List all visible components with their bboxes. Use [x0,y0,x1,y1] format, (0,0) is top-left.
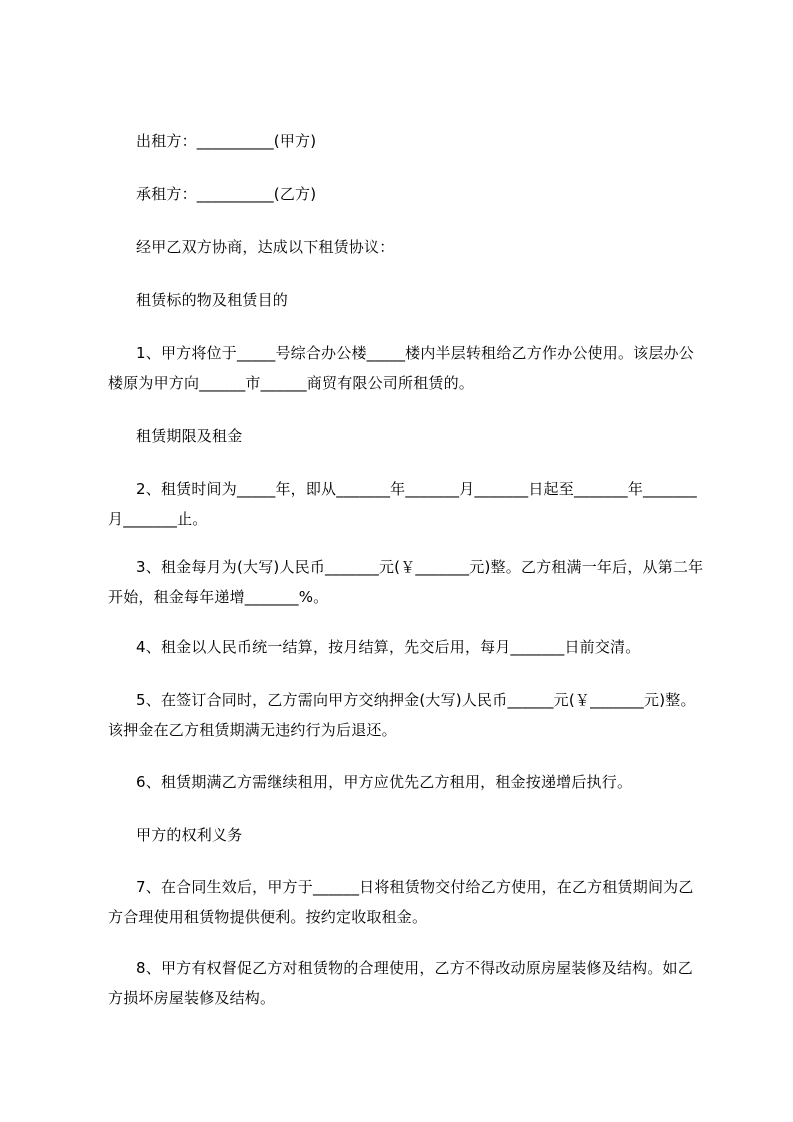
intro-line: 经甲乙双方协商，达成以下租赁协议： [136,238,395,256]
clause-1: 1、甲方将位于_____号综合办公楼_____楼内半层转租给乙方作办公使用。该层办公楼原为甲方向______市______商贸有限公司所租赁的。 [108,344,694,392]
clause-3: 3、租金每月为(大写)人民币_______元(￥_______元)整。乙方租满一年后，从第二年开始，租金每年递增_______%。 [108,558,704,606]
clause-7: 7、在合同生效后，甲方于______日将租赁物交付给乙方使用，在乙方租赁期间为乙方合理使用租赁物提供便利。按约定收取租金。 [108,878,694,926]
clause-4: 4、租金以人民币统一结算，按月结算，先交后用，每月_______日前交清。 [136,638,641,656]
clause-2: 2、租赁时间为_____年，即从_______年_______月_______日起至_______年_______月_______止。 [108,480,697,528]
section-title-lease-object: 租赁标的物及租赁目的 [136,291,289,309]
clause-5: 5、在签订合同时，乙方需向甲方交纳押金(大写)人民币______元(￥_______元)整。该押金在乙方租赁期满无违约行为后退还。 [108,691,696,739]
clause-8: 8、甲方有权督促乙方对租赁物的合理使用，乙方不得改动原房屋装修及结构。如乙方损坏房屋装修及结构。 [108,959,693,1007]
section-title-term-and-rent: 租赁期限及租金 [136,427,243,445]
section-title-lessor-rights: 甲方的权利义务 [136,826,243,844]
clause-6: 6、租赁期满乙方需继续租用，甲方应优先乙方租用，租金按递增后执行。 [136,773,633,791]
lessee-line: 承租方：__________(乙方) [136,185,317,203]
lessor-line: 出租方：__________(甲方) [136,132,317,150]
